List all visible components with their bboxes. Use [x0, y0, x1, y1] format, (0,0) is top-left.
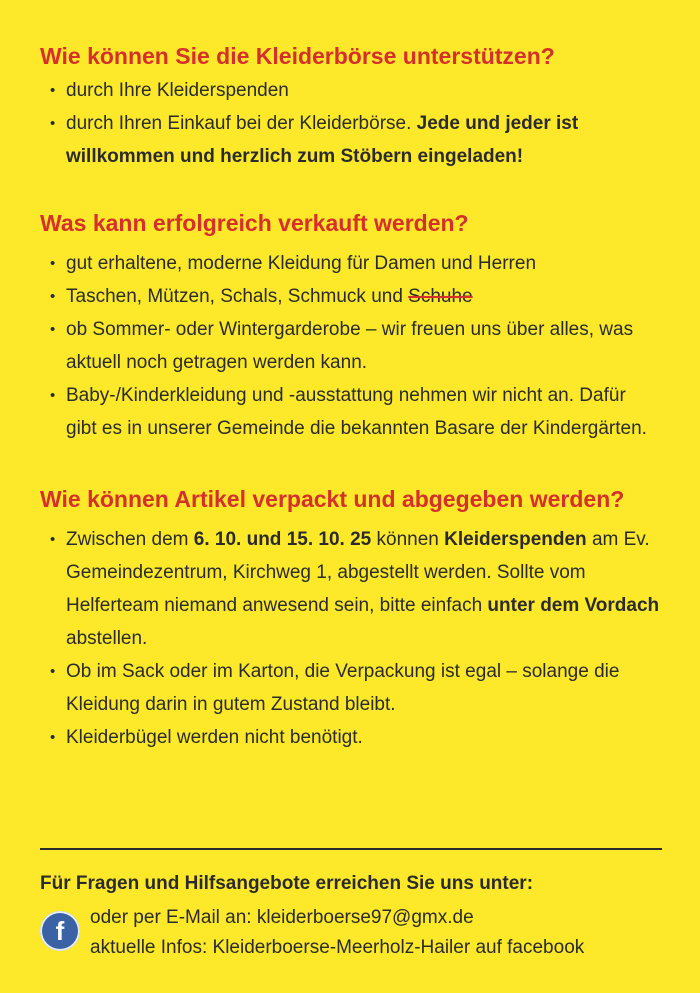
contact-heading: Für Fragen und Hilfsangebote erreichen Sie uns unter:: [40, 873, 534, 894]
divider: [40, 848, 662, 850]
list-item: • durch Ihre Kleiderspenden: [40, 74, 660, 107]
list-item: • Zwischen dem 6. 10. und 15. 10. 25 können Kleiderspenden am Ev. Gemeindezentrum, Kirchweg 1, abgestellt werden. Sollte vom Helferteam niemand anwesend sein, bitte einfach unter dem Vordach abstellen.: [40, 523, 660, 655]
packaging-list: [40, 523, 660, 754]
list-item: • ob Sommer- oder Wintergarderobe – wir freuen uns über alles, was aktuell noch getragen werden kann.: [40, 313, 660, 379]
list-item: • Taschen, Mützen, Schals, Schmuck und Schuhe: [40, 280, 660, 313]
welcome-emphasis: Jede und jeder ist willkommen und herzlich zum Stöbern eingeladen!: [66, 113, 579, 167]
sellable-list: [40, 247, 660, 445]
section-heading-sellable: Was kann erfolgreich verkauft werden?: [40, 210, 469, 236]
list-item: • durch Ihren Einkauf bei der Kleiderbörse. Jede und jeder ist willkommen und herzlich zum Stöbern eingeladen!: [40, 107, 660, 173]
facebook-icon[interactable]: f: [40, 911, 80, 951]
struck-word: Schuhe: [408, 286, 473, 307]
list-item: • gut erhaltene, moderne Kleidung für Damen und Herren: [40, 247, 660, 280]
support-list: [40, 74, 660, 173]
list-item: • Kleiderbügel werden nicht benötigt.: [40, 721, 660, 754]
date-range: 6. 10. und 15. 10. 25: [193, 529, 372, 550]
list-item: • Baby-/Kinderkleidung und -ausstattung nehmen wir nicht an. Dafür gibt es in unserer Gemeinde die bekannten Basare der Kindergärten.: [40, 379, 660, 445]
contact-details: [90, 903, 584, 963]
section-heading-packaging: Wie können Artikel verpackt und abgegeben werden?: [40, 486, 625, 512]
canopy-emphasis: unter dem Vordach: [487, 595, 660, 616]
donations-emphasis: Kleiderspenden: [444, 529, 587, 550]
section-heading-support: Wie können Sie die Kleiderbörse unterstützen?: [40, 43, 555, 69]
list-item: • Ob im Sack oder im Karton, die Verpackung ist egal – solange die Kleidung darin in gutem Zustand bleibt.: [40, 655, 660, 721]
email-line: oder per E-Mail an: kleiderboerse97@gmx.de: [90, 907, 474, 928]
facebook-line: aktuelle Infos: Kleiderboerse-Meerholz-Hailer auf facebook: [90, 937, 585, 958]
